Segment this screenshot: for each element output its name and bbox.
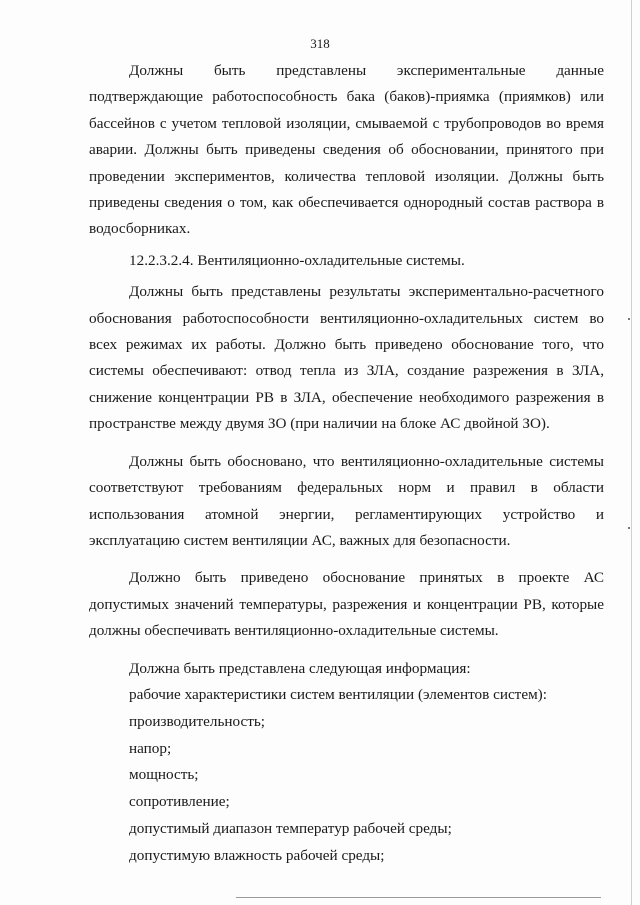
- list-item: допустимую влажность рабочей среды;: [129, 846, 385, 864]
- paragraph-ventilation-results: Должны быть представлены результаты экспериментально-расчетного обоснования работоспособности вентиляционно-охладительных систем во всех режимах их работы. Должно быть приведено обоснование того, что системы обеспечивают: отвод тепла из ЗЛА, создание разрежения в ЗЛА, снижение концентрации РВ в ЗЛА, обеспечение необходимого разрежения в пространстве между двумя ЗО (при наличии на блоке АС двойной ЗО).: [89, 283, 604, 433]
- list-item: рабочие характеристики систем вентиляции (элементов систем):: [129, 685, 547, 703]
- list-item: допустимый диапазон температур рабочей среды;: [129, 819, 452, 837]
- footer-rule: [236, 897, 601, 898]
- scan-speck: [628, 527, 630, 529]
- paragraph-tank-insulation: Должны быть представлены экспериментальные данные подтверждающие работоспособность бака (баков)-приямка (приямков) или бассейнов с учетом тепловой изоляции, смываемой с трубопроводов во время аварии. Должны быть приведены сведения об обосновании, принятого при проведении экспериментов, количества тепловой изоляции. Должны быть приведены сведения о том, как обеспечивается однородный состав раствора в водосборниках.: [89, 62, 604, 238]
- paragraph-compliance: Должны быть обосновано, что вентиляционно-охладительные системы соответствуют требованиям федеральных норм и правил в области использования атомной энергии, регламентирующих устройство и эксплуатацию систем вентиляции АС, важных для безопасности.: [89, 452, 604, 549]
- page-number: 318: [310, 36, 330, 51]
- list-item: мощность;: [129, 766, 199, 784]
- list-item: производительность;: [129, 712, 266, 730]
- paragraph-permissible-values: Должно быть приведено обоснование принятых в проекте АС допустимых значений температуры, разрежения и концентрации РВ, которые должны обеспечивать вентиляционно-охладительные системы.: [89, 569, 604, 640]
- scan-edge-line: [631, 0, 632, 905]
- paragraph-info-intro: Должна быть представлена следующая информация:: [129, 659, 471, 677]
- info-list: [89, 682, 604, 870]
- section-heading: 12.2.3.2.4. Вентиляционно-охладительные системы.: [129, 251, 465, 269]
- scan-speck: [628, 318, 630, 320]
- list-item: сопротивление;: [129, 793, 230, 811]
- list-item: напор;: [129, 739, 172, 757]
- document-body: [89, 58, 604, 870]
